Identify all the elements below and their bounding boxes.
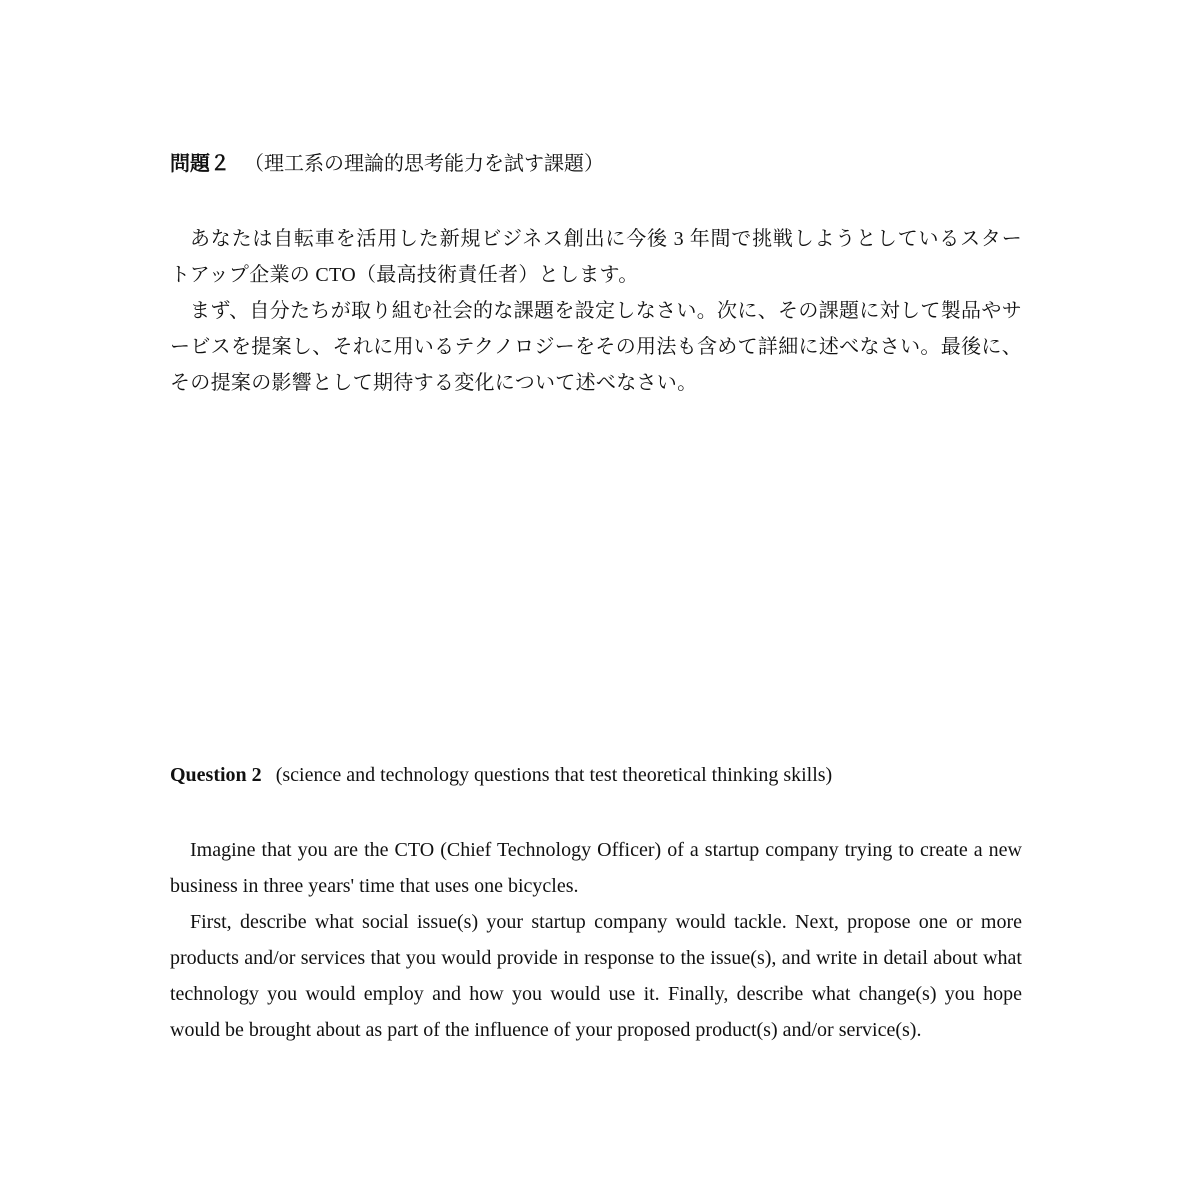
question-ja-section — [170, 149, 1022, 401]
question-en-section — [170, 760, 1022, 1048]
question-ja-heading — [170, 149, 1022, 179]
question-en-body — [170, 832, 1022, 1048]
question-en-number: Question 2 — [170, 764, 262, 786]
question-ja-paragraph-1: あなたは自転車を活用した新規ビジネス創出に今後 3 年間で挑戦しようとしているスタートアップ企業の CTO（最高技術責任者）とします。 — [170, 228, 1022, 286]
question-ja-paragraph-2: まず、自分たちが取り組む社会的な課題を設定しなさい。次に、その課題に対して製品やサービスを提案し、それに用いるテクノロジーをその用法も含めて詳細に述べなさい。最後に、その提案の影響として期待する変化について述べなさい。 — [170, 300, 1022, 394]
question-en-paragraph-2: First, describe what social issue(s) your startup company would tackle. Next, propose one or more products and/or services that you would provide in response to the issue(s), and write in detail about what technology you would employ and how you would use it. Finally, describe what change(s) you hope would be brought about as part of the influence of your proposed product(s) and/or service(s). — [170, 911, 1022, 1041]
question-ja-body — [170, 221, 1022, 401]
question-ja-subtitle: （理工系の理論的思考能力を試す課題） — [244, 153, 604, 175]
question-ja-number: 問題２ — [170, 153, 230, 175]
question-en-heading — [170, 760, 1022, 790]
question-en-subtitle: (science and technology questions that test theoretical thinking skills) — [275, 764, 833, 786]
question-en-paragraph-1: Imagine that you are the CTO (Chief Technology Officer) of a startup company trying to create a new business in three years' time that uses one bicycles. — [170, 839, 1022, 897]
